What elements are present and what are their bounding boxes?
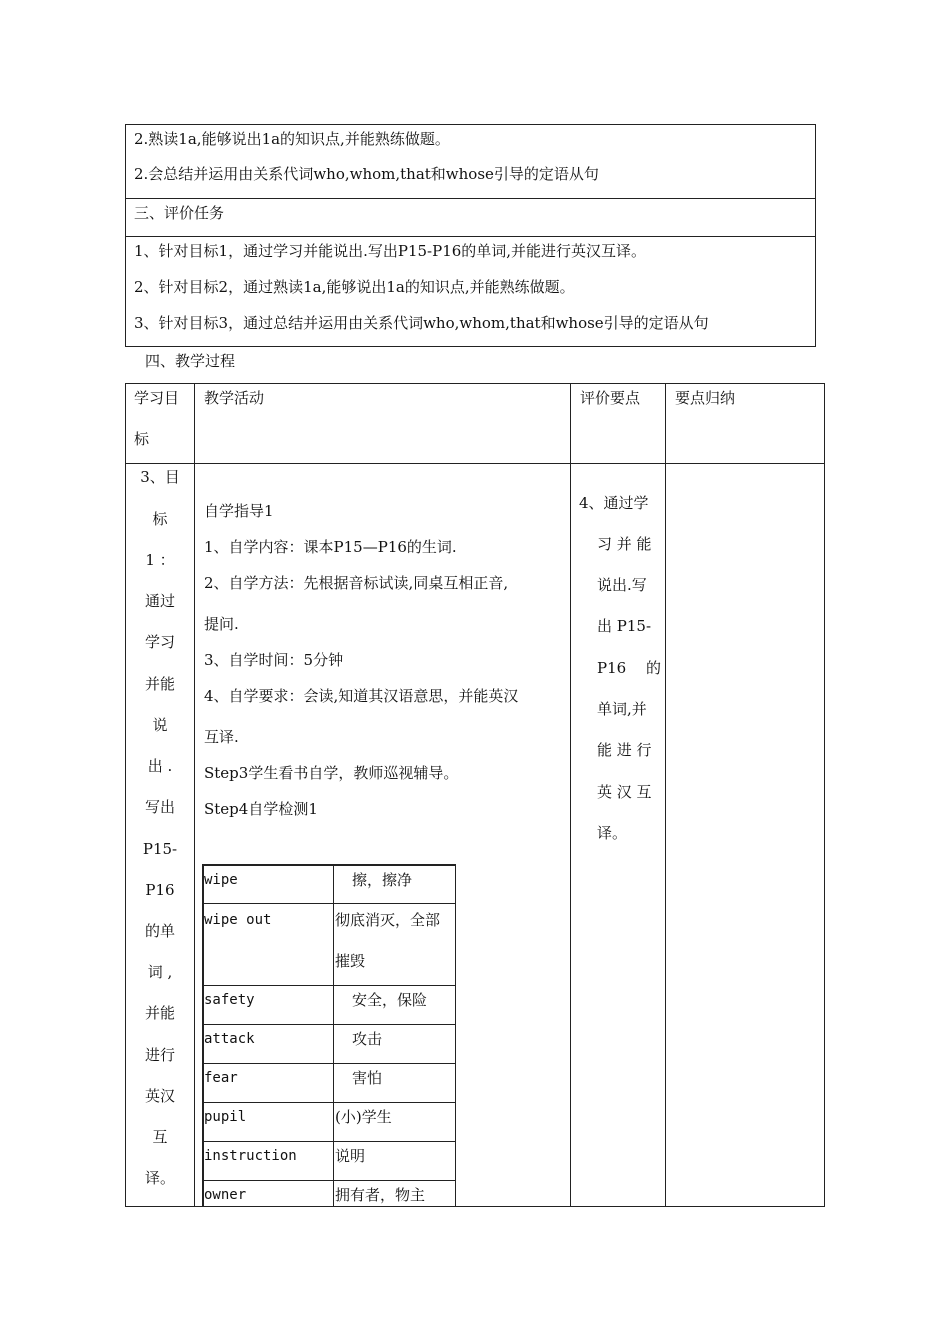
goal-line: 的单	[144, 922, 175, 940]
vocab-en: wipe out	[204, 912, 272, 928]
vocab-zh: 说明	[335, 1147, 366, 1165]
section4-heading: 四、教学过程	[145, 352, 236, 370]
goal-line: 词 ,	[147, 963, 173, 981]
eval-line: 能 进 行	[597, 741, 652, 759]
header-goal-line2: 标	[134, 430, 150, 448]
eval-line: 习 并 能	[597, 535, 652, 553]
vocab-zh: 攻击	[352, 1030, 383, 1048]
activity-item-4b: 互译.	[204, 728, 239, 746]
eval-line: 单词,并	[597, 700, 647, 718]
goal-line: 学习	[144, 633, 175, 651]
vocab-en: wipe	[204, 872, 238, 888]
section3-heading: 三、评价任务	[134, 204, 225, 222]
header-evaluation: 评价要点	[580, 389, 641, 407]
vocab-zh: 安全，保险	[352, 991, 428, 1009]
goal-line: 3、目	[140, 468, 180, 486]
activity-item-2a: 2、自学方法：先根据音标试读,同桌互相正音,	[204, 574, 509, 592]
goal-line: 出 .	[147, 757, 173, 775]
goal-line: 并能	[144, 675, 175, 693]
goal-line-2: 2.熟读1a,能够说出1a的知识点,并能熟练做题。	[134, 130, 450, 148]
activity-item-1: 1、自学内容：课本P15—P16的生词.	[204, 538, 457, 556]
vocab-en: fear	[204, 1070, 238, 1086]
activity-item-2b: 提问.	[204, 615, 239, 633]
goal-line: 通过	[144, 592, 175, 610]
eval-task-3: 3、针对目标3，通过总结并运用由关系代词who,whom,that和whose引导的定语从句	[134, 314, 709, 332]
goal-line: P15-	[142, 840, 178, 858]
vocab-en: safety	[204, 992, 255, 1008]
vocab-en: owner	[204, 1187, 247, 1203]
vocab-zh: 害怕	[352, 1069, 383, 1087]
vocab-zh: 彻底消灭，全部	[335, 911, 441, 929]
activity-item-3: 3、自学时间：5分钟	[204, 651, 344, 669]
goal-line: 并能	[144, 1004, 175, 1022]
goal-line: 进行	[144, 1046, 175, 1064]
eval-line: P16 的	[597, 659, 661, 677]
eval-task-2: 2、针对目标2，通过熟读1a,能够说出1a的知识点,并能熟练做题。	[134, 278, 575, 296]
header-summary: 要点归纳	[675, 389, 736, 407]
eval-line: 说出.写	[597, 576, 647, 594]
header-activity: 教学活动	[204, 389, 265, 407]
goal-line: 互	[152, 1128, 168, 1146]
activity-step4: Step4自学检测1	[204, 800, 318, 818]
eval-line: 译。	[597, 824, 628, 842]
vocab-zh-cont: 摧毁	[335, 952, 366, 970]
vocab-en: instruction	[204, 1148, 297, 1164]
eval-line: 出 P15-	[597, 617, 652, 635]
goal-line: 译。	[144, 1169, 175, 1187]
goal-line: 标	[152, 510, 168, 528]
eval-line: 4、通过学	[579, 494, 649, 512]
vocab-zh: 擦，擦净	[352, 871, 413, 889]
goal-line: 英汉	[144, 1087, 175, 1105]
eval-task-1: 1、针对目标1，通过学习并能说出.写出P15-P16的单词,并能进行英汉互译。	[134, 242, 647, 260]
goal-line: 1 ：	[145, 551, 175, 569]
vocab-zh: 拥有者，物主	[335, 1186, 426, 1204]
vocab-en: pupil	[204, 1109, 247, 1125]
activity-item-4a: 4、自学要求：会读,知道其汉语意思，并能英汉	[204, 687, 519, 705]
goal-line: 写出	[144, 798, 175, 816]
header-goal-line1: 学习目	[134, 389, 180, 407]
eval-line: 英 汉 互	[597, 783, 652, 801]
activity-step3: Step3学生看书自学，教师巡视辅导。	[204, 764, 459, 782]
vocab-en: attack	[204, 1031, 255, 1047]
activity-title: 自学指导1	[204, 502, 274, 520]
goal-line: P16	[145, 881, 175, 899]
vocab-zh: (小)学生	[335, 1108, 392, 1126]
goal-line: 说	[152, 716, 168, 734]
goal-line-3: 2.会总结并运用由关系代词who,whom,that和whose引导的定语从句	[134, 165, 599, 183]
